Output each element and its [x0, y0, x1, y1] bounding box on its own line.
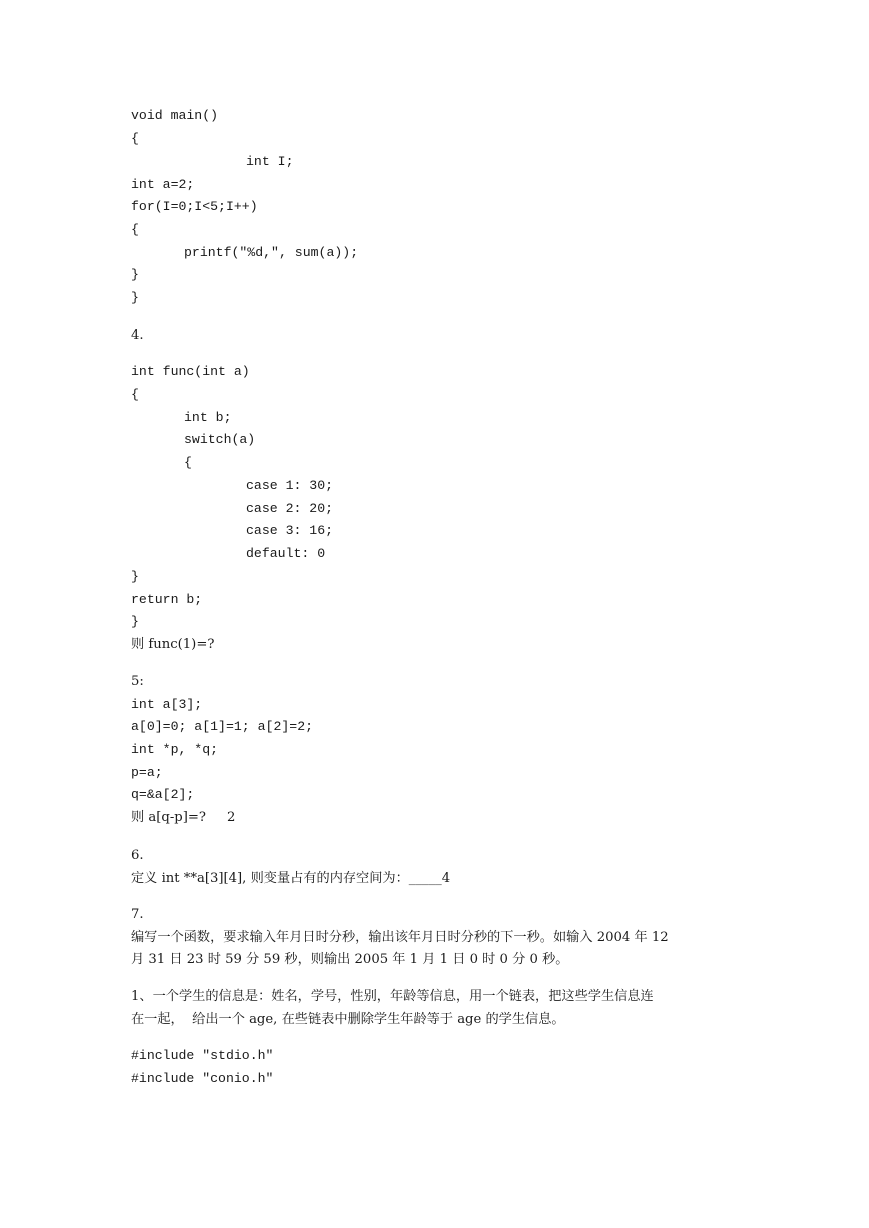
code-line: case 3: 16; — [246, 523, 334, 538]
code-line: int b; — [184, 410, 232, 425]
code-line: p=a; — [131, 765, 163, 780]
code-line: switch(a) — [184, 432, 256, 447]
code-line: { — [131, 387, 139, 402]
code-line: q=&a[2]; — [131, 787, 195, 802]
code-line: int a=2; — [131, 177, 195, 192]
code-line: void main() — [131, 108, 219, 123]
question-text: 则 a[q-p]=? 2 — [131, 810, 236, 825]
problem-text: 在一起， 给出一个 age, 在些链表中删除学生年龄等于 age 的学生信息。 — [131, 1012, 565, 1027]
code-line: { — [131, 131, 139, 146]
code-line: int a[3]; — [131, 697, 203, 712]
question-text: 定义 int **a[3][4], 则变量占有的内存空间为：_____4 — [131, 871, 451, 886]
code-line: { — [184, 455, 192, 470]
code-line: int func(int a) — [131, 364, 250, 379]
code-line: #include "stdio.h" — [131, 1048, 274, 1063]
code-line: } — [131, 267, 139, 282]
code-line: for(I=0;I<5;I++) — [131, 199, 258, 214]
code-line: #include "conio.h" — [131, 1071, 274, 1086]
code-line: } — [131, 614, 139, 629]
question-number: 5: — [131, 674, 144, 689]
question-number: 6. — [131, 848, 144, 863]
code-line: int I; — [246, 154, 294, 169]
code-line: printf("%d,", sum(a)); — [184, 245, 359, 260]
question-text: 则 func(1)=? — [131, 637, 215, 652]
code-line: a[0]=0; a[1]=1; a[2]=2; — [131, 719, 314, 734]
code-line: } — [131, 569, 139, 584]
code-line: case 1: 30; — [246, 478, 334, 493]
question-text: 月 31 日 23 时 59 分 59 秒，则输出 2005 年 1 月 1 日 0 时 0 分 0 秒。 — [131, 952, 569, 967]
code-line: { — [131, 222, 139, 237]
question-number: 7. — [131, 907, 144, 922]
code-line: case 2: 20; — [246, 501, 334, 516]
code-line: int *p, *q; — [131, 742, 219, 757]
question-number: 4. — [131, 328, 144, 343]
question-text: 编写一个函数，要求输入年月日时分秒，输出该年月日时分秒的下一秒。如输入 2004 年 12 — [131, 930, 669, 945]
code-line: return b; — [131, 592, 203, 607]
code-line: default: 0 — [246, 546, 326, 561]
code-line: } — [131, 290, 139, 305]
problem-text: 1、一个学生的信息是：姓名，学号，性别，年龄等信息，用一个链表，把这些学生信息连 — [131, 989, 654, 1004]
